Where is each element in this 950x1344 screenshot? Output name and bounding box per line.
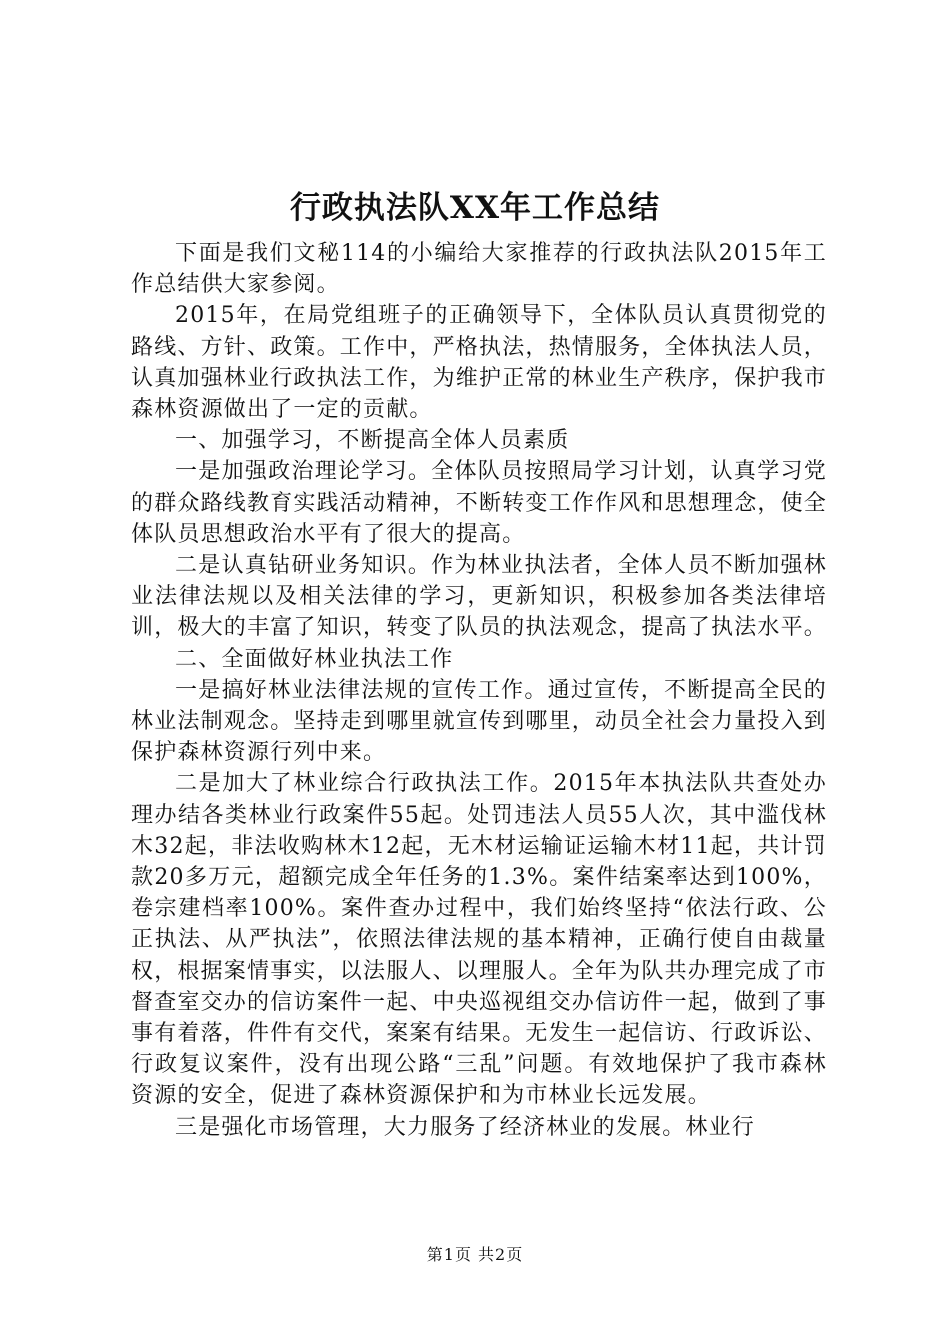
section-heading-2: 二、全面做好林业执法工作	[175, 646, 454, 672]
paragraph-enforcement: 二是加大了林业综合行政执法工作。2015年本执法队共查处办理办结各类林业行政案件55起。处罚违法人员55人次，其中滥伐林木32起，非法收购林木12起，无木材运输证运输木材11起，共计罚款20多万元，超额完成全年任务的1.3%。案件结案率达到100%，卷宗建档率100%。案件查办过程中，我们始终坚持“依法行政、公正执法、从严执法”，依照法律法规的基本精神，正确行使自由裁量权，根据案情事实，以法服人、以理服人。全年为队共办理完成了市督查室交办的信访案件一起、中央巡视组交办信访件一起，做到了事事有着落，件件有交代，案案有结果。无发生一起信访、行政诉讼、行政复议案件，没有出现公路“三乱”问题。有效地保护了我市森林资源的安全，促进了森林资源保护和为市林业长远发展。	[131, 771, 828, 1109]
paragraph-intro: 下面是我们文秘114的小编给大家推荐的行政执法队2015年工作总结供大家参阅。	[131, 241, 827, 298]
paragraph-overview: 2015年，在局党组班子的正确领导下，全体队员认真贯彻党的路线、方针、政策。工作中，严格执法，热情服务，全体执法人员，认真加强林业行政执法工作，为维护正常的林业生产秩序，保护我市森林资源做出了一定的贡献。	[131, 303, 828, 423]
paragraph-political-study: 一是加强政治理论学习。全体队员按照局学习计划，认真学习党的群众路线教育实践活动精神，不断转变工作作风和思想理念，使全体队员思想政治水平有了很大的提高。	[131, 459, 828, 547]
paragraph-publicity: 一是搞好林业法律法规的宣传工作。通过宣传，不断提高全民的林业法制观念。坚持走到哪里就宣传到哪里，动员全社会力量投入到保护森林资源行列中来。	[131, 677, 828, 766]
document-title: 行政执法队XX年工作总结	[289, 190, 661, 226]
document-body	[131, 238, 827, 1143]
section-heading-1: 一、加强学习，不断提高全体人员素质	[175, 428, 570, 454]
paragraph-market-management: 三是强化市场管理，大力服务了经济林业的发展。林业行	[175, 1114, 756, 1140]
paragraph-business-study: 二是认真钻研业务知识。作为林业执法者，全体人员不断加强林业法律法规以及相关法律的学习，更新知识，积极参加各类法律培训，极大的丰富了知识，转变了队员的执法观念，提高了执法水平。	[131, 553, 828, 641]
page-footer: 第1页 共2页	[426, 1245, 524, 1264]
